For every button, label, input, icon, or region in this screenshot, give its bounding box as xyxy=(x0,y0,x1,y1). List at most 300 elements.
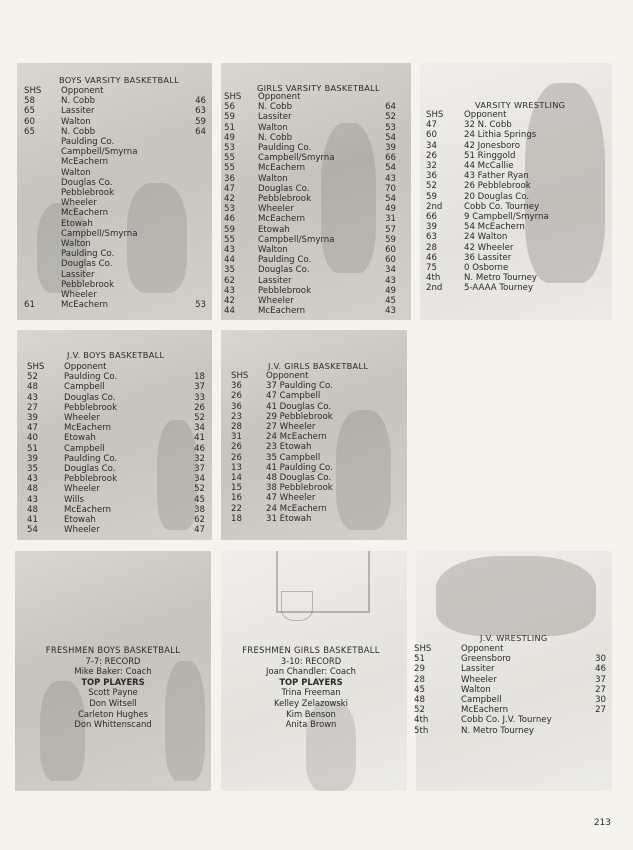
table-row xyxy=(414,705,606,715)
shs-score: 59 xyxy=(224,112,235,123)
table-row xyxy=(231,391,371,401)
table-row xyxy=(27,495,205,505)
table-row xyxy=(24,290,206,300)
table-row xyxy=(224,225,396,235)
opponent-score: 46 xyxy=(194,443,205,454)
shs-score: 43 xyxy=(27,494,38,505)
opponent-score: 66 xyxy=(385,153,396,164)
opponent: Douglas Co. xyxy=(258,265,310,276)
table-row xyxy=(426,202,576,212)
opponent: 36 Lassiter xyxy=(464,252,512,263)
shs-score xyxy=(24,219,61,229)
opponent: 5-AAAA Tourney xyxy=(464,283,534,294)
shs-score: 51 xyxy=(27,443,38,454)
opponent-score: 33 xyxy=(194,392,205,403)
table-row xyxy=(231,493,371,503)
opponent-score: 52 xyxy=(385,112,396,123)
shs-score: 46 xyxy=(426,252,437,263)
opponent: McEachern xyxy=(461,705,509,716)
opponent: Campbell xyxy=(64,443,105,454)
table-header xyxy=(224,92,396,102)
table-row xyxy=(24,168,206,178)
shs-score: 59 xyxy=(224,224,235,235)
table-row xyxy=(224,204,396,214)
table-row xyxy=(27,382,205,392)
opponent: Wheeler xyxy=(64,413,100,424)
table-row xyxy=(414,715,606,725)
opponent: Wheeler xyxy=(64,525,100,536)
opponent: Wheeler xyxy=(61,290,97,301)
shs-score: 28 xyxy=(426,242,437,253)
results-table xyxy=(27,362,205,535)
opponent: 23 Etowah xyxy=(266,442,312,453)
opponent: Etowah xyxy=(64,515,96,526)
player-name: Anita Brown xyxy=(285,719,337,730)
table-row xyxy=(224,102,396,112)
shs-score: 65 xyxy=(24,126,35,137)
table-row xyxy=(426,222,576,232)
opponent: Walton xyxy=(258,173,288,184)
opponent: Paulding Co. xyxy=(61,249,115,260)
shs-score: 54 xyxy=(27,525,38,536)
panel-title: J.V. BOYS BASKETBALL xyxy=(67,350,165,360)
opponent: 29 Pebblebrook xyxy=(266,411,333,422)
table-row xyxy=(24,219,206,229)
table-row xyxy=(426,232,576,242)
opponent: Campbell xyxy=(64,382,105,393)
table-row xyxy=(231,483,371,493)
shs-score xyxy=(24,147,61,157)
table-row xyxy=(414,695,606,705)
opponent: Lassiter xyxy=(258,275,292,286)
table-row xyxy=(231,402,371,412)
table-row xyxy=(24,300,206,310)
header-opponent: Opponent xyxy=(461,644,504,654)
table-row xyxy=(426,151,576,161)
results-table xyxy=(231,371,371,524)
table-row xyxy=(24,106,206,116)
opponent-score: 43 xyxy=(385,275,396,286)
shs-score: 28 xyxy=(414,674,425,685)
opponent: Pebblebrook xyxy=(64,402,118,413)
table-row xyxy=(27,372,205,382)
table-row xyxy=(27,525,205,535)
jv-girls-panel xyxy=(221,330,407,540)
table-row xyxy=(231,514,371,524)
shs-score: 47 xyxy=(224,183,235,194)
table-row xyxy=(224,174,396,184)
opponent-score: 52 xyxy=(194,413,205,424)
table-row xyxy=(231,412,371,422)
jv-boys-panel xyxy=(17,330,212,540)
opponent: 27 Wheeler xyxy=(266,422,316,433)
opponent-score: 30 xyxy=(595,695,606,706)
shs-score: 36 xyxy=(231,401,242,412)
opponent: Campbell/Smyrna xyxy=(258,153,335,164)
opponent: Paulding Co. xyxy=(258,143,312,154)
opponent-score: 59 xyxy=(195,116,206,127)
opponent: Pebblebrook xyxy=(258,194,312,205)
shs-score: 43 xyxy=(27,474,38,485)
opponent-score: 54 xyxy=(385,163,396,174)
opponent: Paulding Co. xyxy=(64,453,118,464)
opponent-score: 30 xyxy=(595,654,606,665)
shs-score: 14 xyxy=(231,473,242,484)
header-opponent: Opponent xyxy=(464,110,507,120)
shs-score xyxy=(24,198,61,208)
shs-score: 27 xyxy=(27,402,38,413)
opponent: N. Cobb xyxy=(258,102,293,113)
shs-score xyxy=(24,137,61,147)
shs-score: 26 xyxy=(426,150,437,161)
opponent-score: 27 xyxy=(595,705,606,716)
table-row xyxy=(224,255,396,265)
shs-score: 26 xyxy=(231,442,242,453)
header-shs: SHS xyxy=(24,86,42,96)
opponent-score: 64 xyxy=(385,102,396,113)
table-row xyxy=(24,188,206,198)
table-row xyxy=(426,212,576,222)
table-header xyxy=(27,362,205,372)
header-shs: SHS xyxy=(231,371,249,381)
opponent: McEachern xyxy=(61,157,109,168)
opponent: 20 Douglas Co. xyxy=(464,191,530,202)
shs-score: 75 xyxy=(426,263,437,274)
table-row xyxy=(426,130,576,140)
opponent: Lassiter xyxy=(258,112,292,123)
opponent-score: 45 xyxy=(194,494,205,505)
panel-title: J.V. WRESTLING xyxy=(480,633,548,643)
table-row xyxy=(231,504,371,514)
opponent: Paulding Co. xyxy=(61,137,115,148)
table-row xyxy=(27,444,205,454)
shs-score: 26 xyxy=(231,391,242,402)
jv-wrestling-panel xyxy=(416,551,612,791)
header-shs: SHS xyxy=(426,110,444,120)
table-row xyxy=(224,133,396,143)
table-row xyxy=(231,381,371,391)
opponent: N. Cobb xyxy=(61,126,96,137)
header-opponent: Opponent xyxy=(64,362,107,372)
table-row xyxy=(24,147,206,157)
panel-title: FRESHMEN GIRLS BASKETBALL xyxy=(242,645,380,655)
table-row xyxy=(224,112,396,122)
opponent-score: 52 xyxy=(194,484,205,495)
table-row xyxy=(224,163,396,173)
opponent: Douglas Co. xyxy=(258,183,310,194)
header-shs: SHS xyxy=(27,362,45,372)
opponent: Walton xyxy=(61,167,91,178)
table-row xyxy=(426,192,576,202)
opponent: Pebblebrook xyxy=(61,279,115,290)
opponent-score: 37 xyxy=(595,674,606,685)
results-table xyxy=(426,110,576,294)
opponent: 47 Wheeler xyxy=(266,493,316,504)
table-row xyxy=(426,263,576,273)
shs-score: 2nd xyxy=(426,283,443,294)
shs-score: 55 xyxy=(224,153,235,164)
opponent: McEachern xyxy=(258,214,306,225)
shs-score: 56 xyxy=(224,102,235,113)
shs-score: 40 xyxy=(27,433,38,444)
shs-score: 35 xyxy=(224,265,235,276)
header-opponent: Opponent xyxy=(61,86,104,96)
table-row xyxy=(27,464,205,474)
opponent: 24 McEachern xyxy=(266,432,327,443)
table-row xyxy=(224,265,396,275)
shs-score: 52 xyxy=(426,181,437,192)
opponent: 41 Paulding Co. xyxy=(266,462,333,473)
opponent: 44 McCallie xyxy=(464,161,514,172)
shs-score: 28 xyxy=(231,422,242,433)
opponent: 42 Wheeler xyxy=(464,242,514,253)
opponent: Douglas Co. xyxy=(64,392,116,403)
player-name: Don Whittenscand xyxy=(74,719,152,730)
shs-score: 15 xyxy=(231,483,242,494)
opponent: Cobb Co. Tourney xyxy=(464,201,540,212)
shs-score: 47 xyxy=(426,120,437,131)
opponent: Douglas Co. xyxy=(61,177,113,188)
opponent-score: 49 xyxy=(385,204,396,215)
table-row xyxy=(24,117,206,127)
table-row xyxy=(224,276,396,286)
opponent: 24 Walton xyxy=(464,232,508,243)
opponent: Wheeler xyxy=(64,484,100,495)
freshmen-girls-panel xyxy=(221,551,407,791)
results-table xyxy=(224,92,396,316)
shs-score: 66 xyxy=(426,212,437,223)
opponent-score: 54 xyxy=(385,194,396,205)
table-header xyxy=(231,371,371,381)
opponent: McEachern xyxy=(64,423,112,434)
shs-score: 29 xyxy=(414,664,425,675)
shs-score: 43 xyxy=(224,245,235,256)
shs-score: 43 xyxy=(224,285,235,296)
opponent-score: 39 xyxy=(385,143,396,154)
table-row xyxy=(24,280,206,290)
table-row xyxy=(24,96,206,106)
opponent-score: 43 xyxy=(385,306,396,317)
opponent-score: 34 xyxy=(385,265,396,276)
shs-score: 32 xyxy=(426,161,437,172)
shs-score: 60 xyxy=(426,130,437,141)
table-row xyxy=(231,463,371,473)
shs-score xyxy=(24,259,61,269)
opponent: Walton xyxy=(258,122,288,133)
opponent-score: 47 xyxy=(194,525,205,536)
shs-score: 4th xyxy=(426,273,441,284)
shs-score: 53 xyxy=(224,204,235,215)
opponent: Douglas Co. xyxy=(64,464,116,475)
shs-score: 62 xyxy=(224,275,235,286)
table-header xyxy=(414,644,606,654)
shs-score xyxy=(24,208,61,218)
player-name: Trina Freeman xyxy=(281,687,341,698)
shs-score: 59 xyxy=(426,191,437,202)
table-row xyxy=(231,432,371,442)
shs-score xyxy=(24,157,61,167)
opponent: Walton xyxy=(461,684,491,695)
shs-score xyxy=(24,168,61,178)
shs-score: 22 xyxy=(231,503,242,514)
opponent: McEachern xyxy=(61,208,109,219)
opponent: Wheeler xyxy=(258,296,294,307)
hoop-net xyxy=(281,591,313,621)
shs-score: 48 xyxy=(27,484,38,495)
table-row xyxy=(224,286,396,296)
page-number: 213 xyxy=(593,818,611,828)
opponent: N. Cobb xyxy=(258,132,293,143)
opponent-score: 37 xyxy=(194,382,205,393)
opponent: 47 Campbell xyxy=(266,391,321,402)
shs-score: 46 xyxy=(224,214,235,225)
opponent-score: 64 xyxy=(195,126,206,137)
panel-title: BOYS VARSITY BASKETBALL xyxy=(59,75,180,85)
coach: Mike Baker: Coach xyxy=(74,666,152,677)
table-row xyxy=(24,198,206,208)
table-header xyxy=(426,110,576,120)
shs-score: 52 xyxy=(414,705,425,716)
table-row xyxy=(24,137,206,147)
shs-score: 36 xyxy=(231,381,242,392)
player-name: Don Witsell xyxy=(89,697,137,708)
opponent: 24 Lithia Springs xyxy=(464,130,537,141)
shs-score: 58 xyxy=(24,96,35,107)
opponent: Walton xyxy=(61,239,91,250)
shs-score: 55 xyxy=(224,163,235,174)
shs-score: 4th xyxy=(414,715,429,726)
opponent: N. Metro Tourney xyxy=(464,273,537,284)
freshmen-boys-info xyxy=(15,645,211,730)
table-row xyxy=(231,422,371,432)
table-row xyxy=(426,243,576,253)
shs-score: 26 xyxy=(231,452,242,463)
opponent-score: 63 xyxy=(195,106,206,117)
table-row xyxy=(224,184,396,194)
table-row xyxy=(414,685,606,695)
opponent: Etowah xyxy=(61,218,93,229)
results-table xyxy=(414,644,606,736)
table-row xyxy=(27,454,205,464)
opponent: 38 Pebblebrook xyxy=(266,483,333,494)
shs-score xyxy=(24,188,61,198)
table-row xyxy=(426,141,576,151)
table-row xyxy=(24,208,206,218)
opponent: 51 Ringgold xyxy=(464,150,516,161)
shs-score: 39 xyxy=(27,413,38,424)
opponent-score: 43 xyxy=(385,173,396,184)
opponent: Walton xyxy=(258,245,288,256)
top-players-label: TOP PLAYERS xyxy=(279,676,343,687)
shs-score: 49 xyxy=(224,132,235,143)
opponent: Pebblebrook xyxy=(258,285,312,296)
header-opponent: Opponent xyxy=(258,92,301,102)
table-row xyxy=(231,442,371,452)
opponent: Campbell/Smyrna xyxy=(61,147,138,158)
coach: Joan Chandler: Coach xyxy=(266,666,356,677)
opponent-score: 57 xyxy=(385,224,396,235)
opponent: 26 Pebblebrook xyxy=(464,181,531,192)
opponent: 37 Paulding Co. xyxy=(266,381,333,392)
table-header xyxy=(24,86,206,96)
opponent: 48 Douglas Co. xyxy=(266,473,332,484)
shs-score: 45 xyxy=(414,684,425,695)
shs-score xyxy=(24,229,61,239)
table-row xyxy=(27,505,205,515)
table-row xyxy=(224,214,396,224)
shs-score: 2nd xyxy=(426,201,443,212)
opponent-score: 37 xyxy=(194,464,205,475)
shs-score: 43 xyxy=(27,392,38,403)
table-row xyxy=(426,273,576,283)
table-row xyxy=(24,239,206,249)
opponent-score: 45 xyxy=(385,296,396,307)
wrestler-photo xyxy=(436,556,596,636)
shs-score: 41 xyxy=(27,515,38,526)
opponent: 24 McEachern xyxy=(266,503,327,514)
table-row xyxy=(426,181,576,191)
shs-score xyxy=(24,280,61,290)
opponent-score: 26 xyxy=(194,402,205,413)
opponent: 35 Campbell xyxy=(266,452,321,463)
opponent: Paulding Co. xyxy=(64,372,118,383)
opponent: 31 Etowah xyxy=(266,513,312,524)
opponent: Lassiter xyxy=(61,106,95,117)
opponent: McEachern xyxy=(61,300,109,311)
shs-score: 44 xyxy=(224,306,235,317)
table-row xyxy=(27,403,205,413)
shs-score: 48 xyxy=(27,382,38,393)
table-row xyxy=(414,664,606,674)
results-table xyxy=(24,86,206,310)
player-name: Scott Payne xyxy=(88,687,138,698)
shs-score xyxy=(24,270,61,280)
player-name: Kelley Zelazowski xyxy=(274,697,348,708)
opponent-score: 54 xyxy=(385,132,396,143)
shs-score: 51 xyxy=(224,122,235,133)
table-row xyxy=(24,178,206,188)
opponent: McEachern xyxy=(258,163,306,174)
table-row xyxy=(426,120,576,130)
shs-score: 34 xyxy=(426,140,437,151)
girls-varsity-panel xyxy=(221,63,411,320)
shs-score: 13 xyxy=(231,462,242,473)
opponent: McEachern xyxy=(258,306,306,317)
table-row xyxy=(426,161,576,171)
table-row xyxy=(24,270,206,280)
shs-score: 60 xyxy=(24,116,35,127)
table-row xyxy=(224,235,396,245)
table-row xyxy=(414,675,606,685)
player-name: Carleton Hughes xyxy=(77,708,149,719)
opponent: Walton xyxy=(61,116,91,127)
top-players-label: TOP PLAYERS xyxy=(81,676,145,687)
table-row xyxy=(24,157,206,167)
opponent-score: 41 xyxy=(194,433,205,444)
opponent-score: 34 xyxy=(194,423,205,434)
opponent: Lassiter xyxy=(461,664,495,675)
opponent: Wheeler xyxy=(61,198,97,209)
header-opponent: Opponent xyxy=(266,371,309,381)
opponent-score: 60 xyxy=(385,255,396,266)
opponent: 42 Jonesboro xyxy=(464,140,520,151)
shs-score: 31 xyxy=(231,432,242,443)
opponent-score: 32 xyxy=(194,453,205,464)
opponent: Campbell/Smyrna xyxy=(61,228,138,239)
opponent: Etowah xyxy=(258,224,290,235)
shs-score: 53 xyxy=(224,143,235,154)
player-name: Kim Benson xyxy=(286,708,336,719)
